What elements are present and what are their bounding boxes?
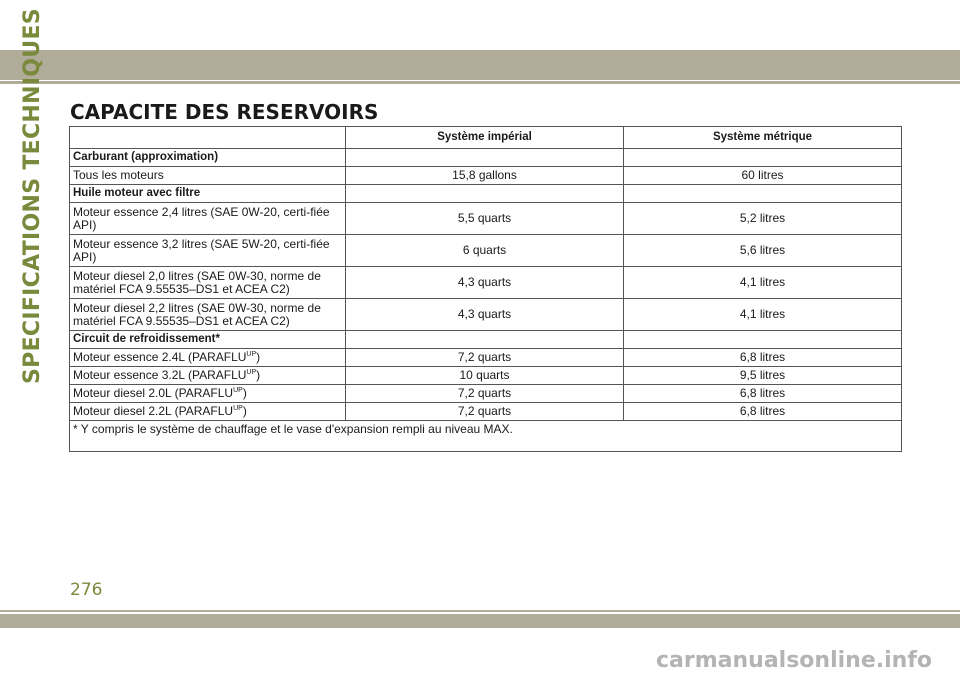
row-label bbox=[70, 349, 346, 367]
table-row bbox=[70, 349, 902, 367]
row-label-text: Moteur diesel 2.0L (PARAFLU bbox=[73, 386, 234, 400]
imperial-value bbox=[346, 331, 624, 349]
row-label bbox=[70, 149, 346, 167]
metric-value: 6,8 litres bbox=[624, 403, 902, 421]
watermark: carmanualsonline.info bbox=[656, 648, 932, 673]
row-label-text: Moteur essence 3,2 litres (SAE 5W-20, certi-fiée API) bbox=[73, 236, 330, 264]
metric-value bbox=[624, 331, 902, 349]
table-footnote-row bbox=[70, 421, 902, 452]
table-footnote: * Y compris le système de chauffage et le vase d'expansion rempli au niveau MAX. bbox=[70, 421, 902, 452]
table-row bbox=[70, 235, 902, 267]
row-label-text: Carburant (approximation) bbox=[73, 151, 219, 163]
row-label bbox=[70, 185, 346, 203]
metric-value: 6,8 litres bbox=[624, 385, 902, 403]
header-metric: Système métrique bbox=[624, 127, 902, 149]
imperial-value: 7,2 quarts bbox=[346, 385, 624, 403]
table-header-row bbox=[70, 127, 902, 149]
row-label-suffix: ) bbox=[242, 386, 247, 400]
metric-value: 4,1 litres bbox=[624, 267, 902, 299]
table-row bbox=[70, 203, 902, 235]
table-group-row bbox=[70, 149, 902, 167]
row-label-text: Circuit de refroidissement* bbox=[73, 333, 220, 345]
header-rule bbox=[0, 81, 960, 84]
imperial-value: 15,8 gallons bbox=[346, 167, 624, 185]
page-number: 276 bbox=[70, 580, 103, 600]
header-imperial: Système impérial bbox=[346, 127, 624, 149]
trademark-superscript: UP bbox=[233, 387, 243, 394]
row-label-text: Moteur diesel 2.2L (PARAFLU bbox=[73, 404, 234, 418]
row-label-text: Moteur diesel 2,2 litres (SAE 0W-30, norme de matériel FCA 9.55535–DS1 et ACEA C2) bbox=[73, 300, 321, 328]
row-label-text: Moteur essence 2.4L (PARAFLU bbox=[73, 350, 247, 364]
trademark-superscript: UP bbox=[246, 351, 257, 358]
table-row bbox=[70, 403, 902, 421]
row-label bbox=[70, 267, 346, 299]
row-label bbox=[70, 331, 346, 349]
imperial-value: 7,2 quarts bbox=[346, 349, 624, 367]
table-row bbox=[70, 167, 902, 185]
row-label bbox=[70, 235, 346, 267]
table-group-row bbox=[70, 331, 902, 349]
row-label bbox=[70, 385, 346, 403]
table-body bbox=[70, 149, 902, 452]
header-band bbox=[0, 50, 960, 80]
row-label bbox=[70, 299, 346, 331]
metric-value: 60 litres bbox=[624, 167, 902, 185]
row-label bbox=[70, 367, 346, 385]
footer-band bbox=[0, 614, 960, 628]
metric-value: 6,8 litres bbox=[624, 349, 902, 367]
table-row bbox=[70, 367, 902, 385]
footer-rule bbox=[0, 610, 960, 612]
imperial-value: 4,3 quarts bbox=[346, 267, 624, 299]
section-title: CAPACITE DES RESERVOIRS bbox=[70, 100, 379, 124]
row-label-text: Tous les moteurs bbox=[73, 168, 164, 182]
row-label-text: Moteur diesel 2,0 litres (SAE 0W-30, norme de matériel FCA 9.55535–DS1 et ACEA C2) bbox=[73, 268, 321, 296]
row-label bbox=[70, 167, 346, 185]
trademark-superscript: UP bbox=[246, 369, 257, 376]
chapter-side-title: SPECIFICATIONS TECHNIQUES bbox=[20, 8, 45, 384]
row-label-suffix: ) bbox=[242, 404, 247, 418]
imperial-value: 4,3 quarts bbox=[346, 299, 624, 331]
imperial-value: 6 quarts bbox=[346, 235, 624, 267]
imperial-value: 5,5 quarts bbox=[346, 203, 624, 235]
metric-value bbox=[624, 149, 902, 167]
metric-value: 9,5 litres bbox=[624, 367, 902, 385]
header-cell-empty bbox=[70, 127, 346, 149]
row-label-text: Moteur essence 3.2L (PARAFLU bbox=[73, 368, 247, 382]
imperial-value: 7,2 quarts bbox=[346, 403, 624, 421]
row-label-text: Moteur essence 2,4 litres (SAE 0W-20, certi-fiée API) bbox=[73, 204, 330, 232]
table-group-row bbox=[70, 185, 902, 203]
imperial-value bbox=[346, 149, 624, 167]
table-row bbox=[70, 267, 902, 299]
capacity-table bbox=[69, 126, 902, 452]
imperial-value bbox=[346, 185, 624, 203]
table-row bbox=[70, 299, 902, 331]
imperial-value: 10 quarts bbox=[346, 367, 624, 385]
row-label-suffix: ) bbox=[256, 350, 261, 364]
row-label bbox=[70, 403, 346, 421]
table-row bbox=[70, 385, 902, 403]
metric-value: 5,2 litres bbox=[624, 203, 902, 235]
row-label-suffix: ) bbox=[256, 368, 261, 382]
trademark-superscript: UP bbox=[233, 405, 243, 412]
metric-value: 5,6 litres bbox=[624, 235, 902, 267]
metric-value: 4,1 litres bbox=[624, 299, 902, 331]
row-label bbox=[70, 203, 346, 235]
row-label-text: Huile moteur avec filtre bbox=[73, 187, 201, 199]
metric-value bbox=[624, 185, 902, 203]
